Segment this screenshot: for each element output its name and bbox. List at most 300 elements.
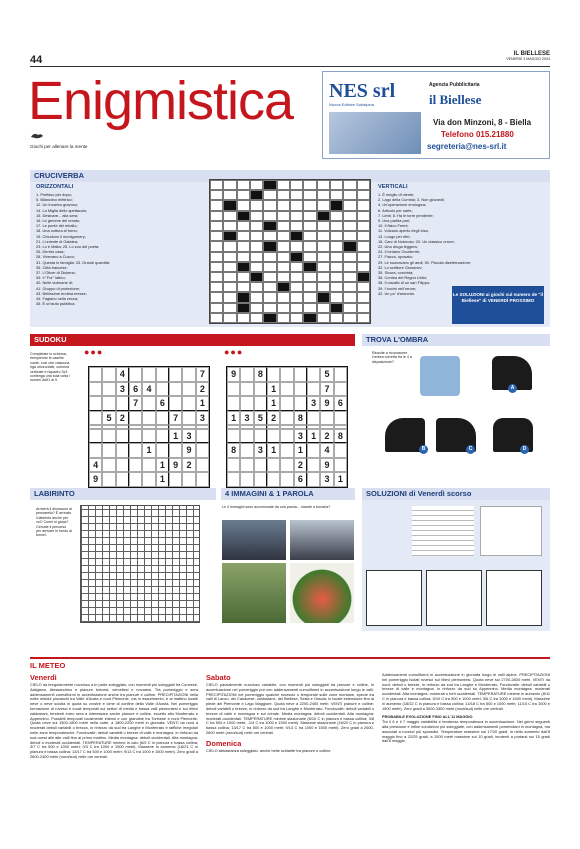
crossword-cell[interactable] xyxy=(263,272,276,282)
crossword-cell[interactable] xyxy=(317,252,330,262)
crossword-cell[interactable] xyxy=(250,241,263,251)
sudoku-cell[interactable] xyxy=(280,458,293,473)
sudoku-cell[interactable] xyxy=(240,458,253,473)
sudoku-cell: 7 xyxy=(196,367,209,382)
solution-sudoku-2 xyxy=(426,570,482,626)
sudoku-cell[interactable] xyxy=(240,443,253,458)
option-label-c: C xyxy=(466,445,475,454)
sudoku-cell[interactable] xyxy=(334,458,347,473)
crossword-cell[interactable] xyxy=(290,303,303,313)
sudoku-cell[interactable] xyxy=(254,396,267,411)
solution-sudoku-1 xyxy=(366,570,422,626)
sudoku-cell[interactable] xyxy=(142,429,155,444)
crossword-cell[interactable] xyxy=(317,303,330,313)
crossword-cell[interactable] xyxy=(343,292,356,302)
crossword-cell[interactable] xyxy=(250,211,263,221)
sudoku-cell[interactable] xyxy=(156,429,169,444)
crossword-cell[interactable] xyxy=(343,231,356,241)
crossword-black-cell xyxy=(263,180,276,190)
crossword-cell[interactable] xyxy=(343,282,356,292)
crossword-cell[interactable] xyxy=(303,190,316,200)
advertisement[interactable] xyxy=(322,71,550,159)
sudoku-cell: 8 xyxy=(294,411,307,426)
crossword-clue: 17. Le punte del mirallo; xyxy=(36,223,78,229)
sudoku-cell[interactable] xyxy=(334,443,347,458)
sudoku-cell[interactable] xyxy=(280,367,293,382)
crossword-cell[interactable] xyxy=(357,262,370,272)
sudoku-cell[interactable] xyxy=(169,382,182,397)
crossword-cell[interactable] xyxy=(290,190,303,200)
sudoku-cell[interactable] xyxy=(254,382,267,397)
crossword-cell[interactable] xyxy=(210,231,223,241)
sudoku-cell[interactable] xyxy=(129,472,142,487)
sudoku-cell[interactable] xyxy=(169,443,182,458)
crossword-cell[interactable] xyxy=(210,303,223,313)
crossword-cell[interactable] xyxy=(250,231,263,241)
sudoku-cell[interactable] xyxy=(182,411,195,426)
sudoku-cell[interactable] xyxy=(129,367,142,382)
crossword-clue: 10. Il fisico Fermi; xyxy=(378,223,409,229)
crossword-cell[interactable] xyxy=(317,190,330,200)
ad-phone: Telefono 015.21880 xyxy=(441,130,514,139)
sudoku-cell[interactable] xyxy=(196,458,209,473)
crossword-cell[interactable] xyxy=(303,200,316,210)
crossword-black-cell xyxy=(343,241,356,251)
crossword-cell[interactable] xyxy=(357,303,370,313)
crossword-cell[interactable] xyxy=(303,180,316,190)
crossword-cell[interactable] xyxy=(330,252,343,262)
sudoku-cell[interactable] xyxy=(102,443,115,458)
crossword-cell[interactable] xyxy=(263,303,276,313)
crossword-cell[interactable] xyxy=(343,252,356,262)
sudoku-cell[interactable] xyxy=(254,458,267,473)
crossword-cell[interactable] xyxy=(317,313,330,323)
sudoku-cell[interactable] xyxy=(156,411,169,426)
crossword-cell[interactable] xyxy=(250,200,263,210)
crossword-cell[interactable] xyxy=(343,190,356,200)
sudoku-cell[interactable] xyxy=(116,396,129,411)
sudoku-cell[interactable] xyxy=(240,472,253,487)
crossword-cell[interactable] xyxy=(290,313,303,323)
crossword-cell[interactable] xyxy=(210,292,223,302)
crossword-cell[interactable] xyxy=(263,190,276,200)
sudoku-cell[interactable] xyxy=(267,472,280,487)
sudoku-cell[interactable] xyxy=(182,367,195,382)
crossword-cell[interactable] xyxy=(263,262,276,272)
crossword-cell[interactable] xyxy=(317,200,330,210)
crossword-cell[interactable] xyxy=(277,262,290,272)
crossword-cell[interactable] xyxy=(250,252,263,262)
crossword-cell[interactable] xyxy=(343,200,356,210)
sudoku-cell: 3 xyxy=(116,382,129,397)
sudoku-cell[interactable] xyxy=(182,396,195,411)
sudoku-cell[interactable] xyxy=(102,458,115,473)
sudoku-cell[interactable] xyxy=(280,429,293,444)
ad-brand: il Biellese xyxy=(429,92,482,107)
ad-email: segreteria@nes-srl.it xyxy=(427,142,507,151)
sudoku-cell[interactable] xyxy=(227,396,240,411)
solution-shadow xyxy=(486,570,542,626)
header-divider xyxy=(30,66,550,67)
sudoku-cell: 4 xyxy=(142,382,155,397)
crossword-cell[interactable] xyxy=(343,262,356,272)
crossword-black-cell xyxy=(237,292,250,302)
sudoku-cell[interactable] xyxy=(307,472,320,487)
sudoku-cell: 6 xyxy=(334,396,347,411)
sudoku-cell[interactable] xyxy=(334,382,347,397)
sudoku-cell[interactable] xyxy=(102,429,115,444)
crossword-cell[interactable] xyxy=(277,241,290,251)
sudoku-cell: 7 xyxy=(169,411,182,426)
crossword-cell[interactable] xyxy=(263,231,276,241)
sudoku-cell[interactable] xyxy=(307,443,320,458)
sudoku-grid-2[interactable] xyxy=(226,366,348,488)
sudoku-cell[interactable] xyxy=(254,429,267,444)
sudoku-cell[interactable] xyxy=(169,472,182,487)
crossword-cell[interactable] xyxy=(330,313,343,323)
crossword-cell[interactable] xyxy=(343,221,356,231)
crossword-clue: 19. Chiudono il montgomery; xyxy=(36,233,86,239)
crossword-cell[interactable] xyxy=(223,262,236,272)
sudoku-cell[interactable] xyxy=(280,443,293,458)
crossword-cell[interactable] xyxy=(317,221,330,231)
maze-grid[interactable] xyxy=(80,505,200,623)
crossword-cell[interactable] xyxy=(263,252,276,262)
crossword-cell[interactable] xyxy=(263,282,276,292)
crossword-cell[interactable] xyxy=(330,231,343,241)
sudoku-cell[interactable] xyxy=(307,411,320,426)
sudoku-cell[interactable] xyxy=(129,458,142,473)
crossword-cell[interactable] xyxy=(263,211,276,221)
page-subtitle: Giochi per allenare la mente xyxy=(30,144,88,149)
crossword-cell[interactable] xyxy=(210,221,223,231)
crossword-cell[interactable] xyxy=(303,252,316,262)
crossword-cell[interactable] xyxy=(357,221,370,231)
crossword-cell[interactable] xyxy=(263,200,276,210)
sudoku-cell[interactable] xyxy=(142,411,155,426)
crossword-cell[interactable] xyxy=(263,292,276,302)
sudoku-cell: 1 xyxy=(294,443,307,458)
crossword-cell[interactable] xyxy=(357,180,370,190)
sudoku-cell: 6 xyxy=(156,396,169,411)
crossword-black-cell xyxy=(237,303,250,313)
crossword-cell[interactable] xyxy=(303,211,316,221)
sudoku-cell[interactable] xyxy=(280,472,293,487)
crossword-cell[interactable] xyxy=(330,211,343,221)
crossword-cell[interactable] xyxy=(237,231,250,241)
crossword-cell[interactable] xyxy=(317,241,330,251)
crossword-cell[interactable] xyxy=(290,262,303,272)
sudoku-cell[interactable] xyxy=(89,396,102,411)
sudoku-cell[interactable] xyxy=(156,382,169,397)
sudoku-cell[interactable] xyxy=(116,458,129,473)
crossword-cell[interactable] xyxy=(317,262,330,272)
crossword-cell[interactable] xyxy=(357,292,370,302)
crossword-cell[interactable] xyxy=(210,282,223,292)
sudoku-cell: 1 xyxy=(307,429,320,444)
crossword-cell[interactable] xyxy=(357,211,370,221)
crossword-cell[interactable] xyxy=(317,180,330,190)
sudoku-cell: 2 xyxy=(196,382,209,397)
crossword-cell[interactable] xyxy=(223,303,236,313)
sudoku-cell[interactable] xyxy=(102,382,115,397)
weather-friday xyxy=(30,673,198,760)
crossword-cell[interactable] xyxy=(277,190,290,200)
sudoku-cell[interactable] xyxy=(227,472,240,487)
crossword-cell[interactable] xyxy=(290,282,303,292)
crossword-cell[interactable] xyxy=(250,292,263,302)
crossword-cell[interactable] xyxy=(357,190,370,200)
crossword-clue: 18. Carv di Notoroso; 20. Un classico orrore; xyxy=(378,238,455,244)
sudoku-cell[interactable] xyxy=(102,472,115,487)
crossword-cell[interactable] xyxy=(343,180,356,190)
crossword-cell[interactable] xyxy=(223,180,236,190)
sudoku-cell[interactable] xyxy=(89,443,102,458)
sudoku-cell[interactable] xyxy=(142,367,155,382)
crossword-cell[interactable] xyxy=(223,211,236,221)
crossword-cell[interactable] xyxy=(250,180,263,190)
crossword-cell[interactable] xyxy=(303,221,316,231)
crossword-cell[interactable] xyxy=(303,272,316,282)
crossword-cell[interactable] xyxy=(277,292,290,302)
sudoku-cell[interactable] xyxy=(267,458,280,473)
crossword-cell[interactable] xyxy=(330,292,343,302)
crossword-cell[interactable] xyxy=(290,272,303,282)
crossword-cell[interactable] xyxy=(237,200,250,210)
sudoku-cell[interactable] xyxy=(169,396,182,411)
sudoku-cell[interactable] xyxy=(89,429,102,444)
sudoku-cell: 2 xyxy=(182,458,195,473)
crossword-cell[interactable] xyxy=(223,241,236,251)
crossword-cell[interactable] xyxy=(343,303,356,313)
sudoku-cell[interactable] xyxy=(116,472,129,487)
crossword-cell[interactable] xyxy=(317,272,330,282)
crossword-cell[interactable] xyxy=(210,241,223,251)
sudoku-cell[interactable] xyxy=(142,396,155,411)
crossword-cell[interactable] xyxy=(210,252,223,262)
sudoku-cell[interactable] xyxy=(307,382,320,397)
crossword-cell[interactable] xyxy=(237,241,250,251)
crossword-clue: 36. Contea del Regno Unito; xyxy=(378,275,428,281)
crossword-cell[interactable] xyxy=(277,231,290,241)
crossword-cell[interactable] xyxy=(277,313,290,323)
crossword-cell[interactable] xyxy=(210,200,223,210)
crossword-grid[interactable] xyxy=(209,179,371,324)
crossword-cell[interactable] xyxy=(223,282,236,292)
sudoku-cell[interactable] xyxy=(227,429,240,444)
sudoku-cell[interactable] xyxy=(334,411,347,426)
sudoku-cell[interactable] xyxy=(254,472,267,487)
crossword-cell[interactable] xyxy=(277,303,290,313)
sudoku-cell[interactable] xyxy=(280,396,293,411)
crossword-cell[interactable] xyxy=(210,211,223,221)
sudoku-instructions: Completate lo schema, riempiendo le caselle vuote, così che ciascuna riga orizzontale, colonna verticale e riquadro 3x3 contenga una sola volta i numeri dall'1 al 9. xyxy=(30,352,70,383)
crossword-cell[interactable] xyxy=(250,262,263,272)
crossword-cell[interactable] xyxy=(303,292,316,302)
sudoku-cell[interactable] xyxy=(156,443,169,458)
sudoku-grid-1[interactable] xyxy=(88,366,210,488)
sudoku-cell[interactable] xyxy=(129,411,142,426)
crossword-cell[interactable] xyxy=(290,200,303,210)
crossword-clue: 41. Gruppo di protezione; xyxy=(36,285,80,291)
sudoku-cell[interactable] xyxy=(294,396,307,411)
crossword-cell[interactable] xyxy=(303,303,316,313)
crossword-cell[interactable] xyxy=(303,231,316,241)
sudoku-cell[interactable] xyxy=(129,443,142,458)
crossword-cell[interactable] xyxy=(330,180,343,190)
crossword-cell[interactable] xyxy=(237,190,250,200)
crossword-black-cell xyxy=(317,292,330,302)
sudoku-cell[interactable] xyxy=(102,367,115,382)
sudoku-cell[interactable] xyxy=(227,458,240,473)
crossword-cell[interactable] xyxy=(237,252,250,262)
crossword-clue: 38. Il cavallo di un san Filippo; xyxy=(378,280,431,286)
sudoku-cell[interactable] xyxy=(129,429,142,444)
sudoku-cell: 3 xyxy=(307,396,320,411)
crossword-cell[interactable] xyxy=(357,252,370,262)
crossword-cell[interactable] xyxy=(290,221,303,231)
crossword-cell[interactable] xyxy=(223,221,236,231)
crossword-cell[interactable] xyxy=(317,231,330,241)
sudoku-cell[interactable] xyxy=(280,411,293,426)
sudoku-cell[interactable] xyxy=(267,429,280,444)
sudoku-cell[interactable] xyxy=(320,411,333,426)
crossword-clue: 26. Dentro casa; xyxy=(36,249,65,255)
sudoku-cell[interactable] xyxy=(142,458,155,473)
crossword-cell[interactable] xyxy=(210,262,223,272)
crossword-cell[interactable] xyxy=(250,221,263,231)
crossword-cell[interactable] xyxy=(330,221,343,231)
sudoku-cell[interactable] xyxy=(240,396,253,411)
sudoku-cell[interactable] xyxy=(294,367,307,382)
sudoku-cell[interactable] xyxy=(307,367,320,382)
crossword-vertical-clues xyxy=(378,184,544,296)
sudoku-cell[interactable] xyxy=(294,382,307,397)
sudoku-cell: 3 xyxy=(196,411,209,426)
sudoku-cell[interactable] xyxy=(196,429,209,444)
solutions-promo: Le SOLUZIONI ai giochi sul numero de "il Biellese" di VENERDÌ PROSSIMO xyxy=(452,286,544,324)
sudoku-cell[interactable] xyxy=(89,367,102,382)
sudoku-cell[interactable] xyxy=(89,382,102,397)
crossword-black-cell xyxy=(263,241,276,251)
crossword-cell[interactable] xyxy=(330,190,343,200)
sudoku-cell[interactable] xyxy=(240,429,253,444)
sudoku-cell[interactable] xyxy=(196,472,209,487)
crossword-cell[interactable] xyxy=(330,272,343,282)
option-label-d: D xyxy=(520,445,529,454)
crossword-cell[interactable] xyxy=(210,180,223,190)
crossword-cell[interactable] xyxy=(330,241,343,251)
image-2 xyxy=(290,520,354,560)
crossword-cell[interactable] xyxy=(277,200,290,210)
crossword-clue: 18. Una cottura al forno; xyxy=(36,228,78,234)
crossword-cell[interactable] xyxy=(250,313,263,323)
crossword-cell[interactable] xyxy=(357,282,370,292)
option-label-a: A xyxy=(508,384,517,393)
crossword-cell[interactable] xyxy=(330,282,343,292)
crossword-cell[interactable] xyxy=(237,221,250,231)
crossword-cell[interactable] xyxy=(237,180,250,190)
crossword-black-cell xyxy=(250,272,263,282)
sudoku-cell: 9 xyxy=(169,458,182,473)
sudoku-cell[interactable] xyxy=(334,367,347,382)
crossword-cell[interactable] xyxy=(277,252,290,262)
crossword-cell[interactable] xyxy=(250,303,263,313)
ad-agency: Agenzia Pubblicitaria xyxy=(429,82,480,88)
sudoku-cell[interactable] xyxy=(89,411,102,426)
crossword-cell[interactable] xyxy=(303,241,316,251)
crossword-cell[interactable] xyxy=(290,211,303,221)
crossword-cell[interactable] xyxy=(317,282,330,292)
sudoku-cell[interactable] xyxy=(116,443,129,458)
crossword-cell[interactable] xyxy=(303,282,316,292)
crossword-black-cell xyxy=(263,313,276,323)
vertical-heading: VERTICALI xyxy=(378,184,408,190)
sudoku-cell[interactable] xyxy=(267,367,280,382)
sudoku-cell[interactable] xyxy=(116,429,129,444)
sudoku-cell[interactable] xyxy=(280,382,293,397)
crossword-cell[interactable] xyxy=(237,282,250,292)
crossword-cell[interactable] xyxy=(357,313,370,323)
sudoku-cell[interactable] xyxy=(142,472,155,487)
sudoku-cell[interactable] xyxy=(227,382,240,397)
sudoku-cell: 1 xyxy=(156,472,169,487)
sudoku-cell[interactable] xyxy=(182,472,195,487)
sudoku-cell: 1 xyxy=(227,411,240,426)
sudoku-cell[interactable] xyxy=(240,382,253,397)
crossword-cell[interactable] xyxy=(223,272,236,282)
crossword-clue: 11. Vulcano aperto degli Usa; xyxy=(378,228,429,234)
weather-day-text: CIELO da irregolarmente nuvoloso a in parte soleggiato, con momenti più soleggiati fra Cuneese, Astigiano, Alessandrino e pianure torinesi, vercellesi e novaresi. Tra pomeriggio e sera addensamenti cumuliformi in accentuazione anche tra pianure e colline. PRECIPITAZIONI nella notte residui piovaschi tra Valle d'Aosta e nord Piemonte, ma in esaurimento, e al mattino locale neve o neve sciolta in quota su crostre e cime di confine della Valle d'Aosta. Nel pomeriggio formazione di rovesci e locali temporali sui settori di media e bassa valli piemontesi e sui rilievi valdostani, tendenti entro sera a interessare anche pianure e colline, eccetto alto Monferrato e Appennino. Possibili temporali localmente intensi e con grandine tra Torinese e nord Piemonte. Quota neve sui 1500-1800 metri nella notte, a 1800-2200 metri in giornata. VENTI da nord a moderati deboli variabili o brezza, in rinforzo da sud tra Langhe e Monferrato e raffiche irregolari nelle zone temporalesche. Fondovalle: deboli variabili o brezze di valle e montagna, in rinforzo da sud-ovest alle alte valli fino al primo mattino. Media montagna: deboli occidentali. Alta montagna: deboli o moderati occidentali. TEMPERATURE minime in calo (6/9 C in pianura e bassa collina; 3/7 C tra 500 e 1000 metri; 0/3 C tra 1000 e 1500 metri). Massime in aumento (16/21 C in pianura e bassa collina; 13/17 C tra 500 e 1000 metri; 9/13 C tra 1000 e 1500 metri). Zero gradi a 2600-2400 metri (nord/sud) nelle ore centrali. xyxy=(30,682,198,759)
weather-day-text: CIELO abbastanza soleggiato, anche belle schiarite tra pianure e colline. xyxy=(206,747,332,753)
crossword-cell[interactable] xyxy=(223,313,236,323)
crossword-cell[interactable] xyxy=(210,272,223,282)
crossword-cell[interactable] xyxy=(277,272,290,282)
crossword-cell[interactable] xyxy=(223,252,236,262)
crossword-cell[interactable] xyxy=(343,313,356,323)
crossword-cell[interactable] xyxy=(330,262,343,272)
crossword-cell[interactable] xyxy=(223,190,236,200)
sudoku-cell[interactable] xyxy=(169,367,182,382)
crossword-cell[interactable] xyxy=(277,180,290,190)
sudoku-cell[interactable] xyxy=(307,458,320,473)
crossword-cell[interactable] xyxy=(223,292,236,302)
crossword-title: CRUCIVERBA xyxy=(30,170,550,182)
crossword-cell[interactable] xyxy=(343,211,356,221)
crossword-cell[interactable] xyxy=(357,200,370,210)
sudoku-cell[interactable] xyxy=(102,396,115,411)
crossword-cell[interactable] xyxy=(357,231,370,241)
crossword-cell[interactable] xyxy=(237,272,250,282)
crossword-clue: 45. È un'auto pubblica. xyxy=(36,301,76,307)
sudoku-cell[interactable] xyxy=(240,367,253,382)
crossword-black-cell xyxy=(357,272,370,282)
crossword-cell[interactable] xyxy=(210,313,223,323)
crossword-cell[interactable] xyxy=(357,241,370,251)
crossword-cell[interactable] xyxy=(290,241,303,251)
crossword-cell[interactable] xyxy=(277,221,290,231)
crossword-cell[interactable] xyxy=(210,190,223,200)
crossword-cell[interactable] xyxy=(277,211,290,221)
sudoku-cell[interactable] xyxy=(196,443,209,458)
crossword-cell[interactable] xyxy=(290,180,303,190)
crossword-cell[interactable] xyxy=(343,272,356,282)
crossword-cell[interactable] xyxy=(290,292,303,302)
sudoku-cell[interactable] xyxy=(182,382,195,397)
crossword-cell[interactable] xyxy=(250,282,263,292)
sudoku-cell[interactable] xyxy=(156,367,169,382)
crossword-cell[interactable] xyxy=(237,313,250,323)
